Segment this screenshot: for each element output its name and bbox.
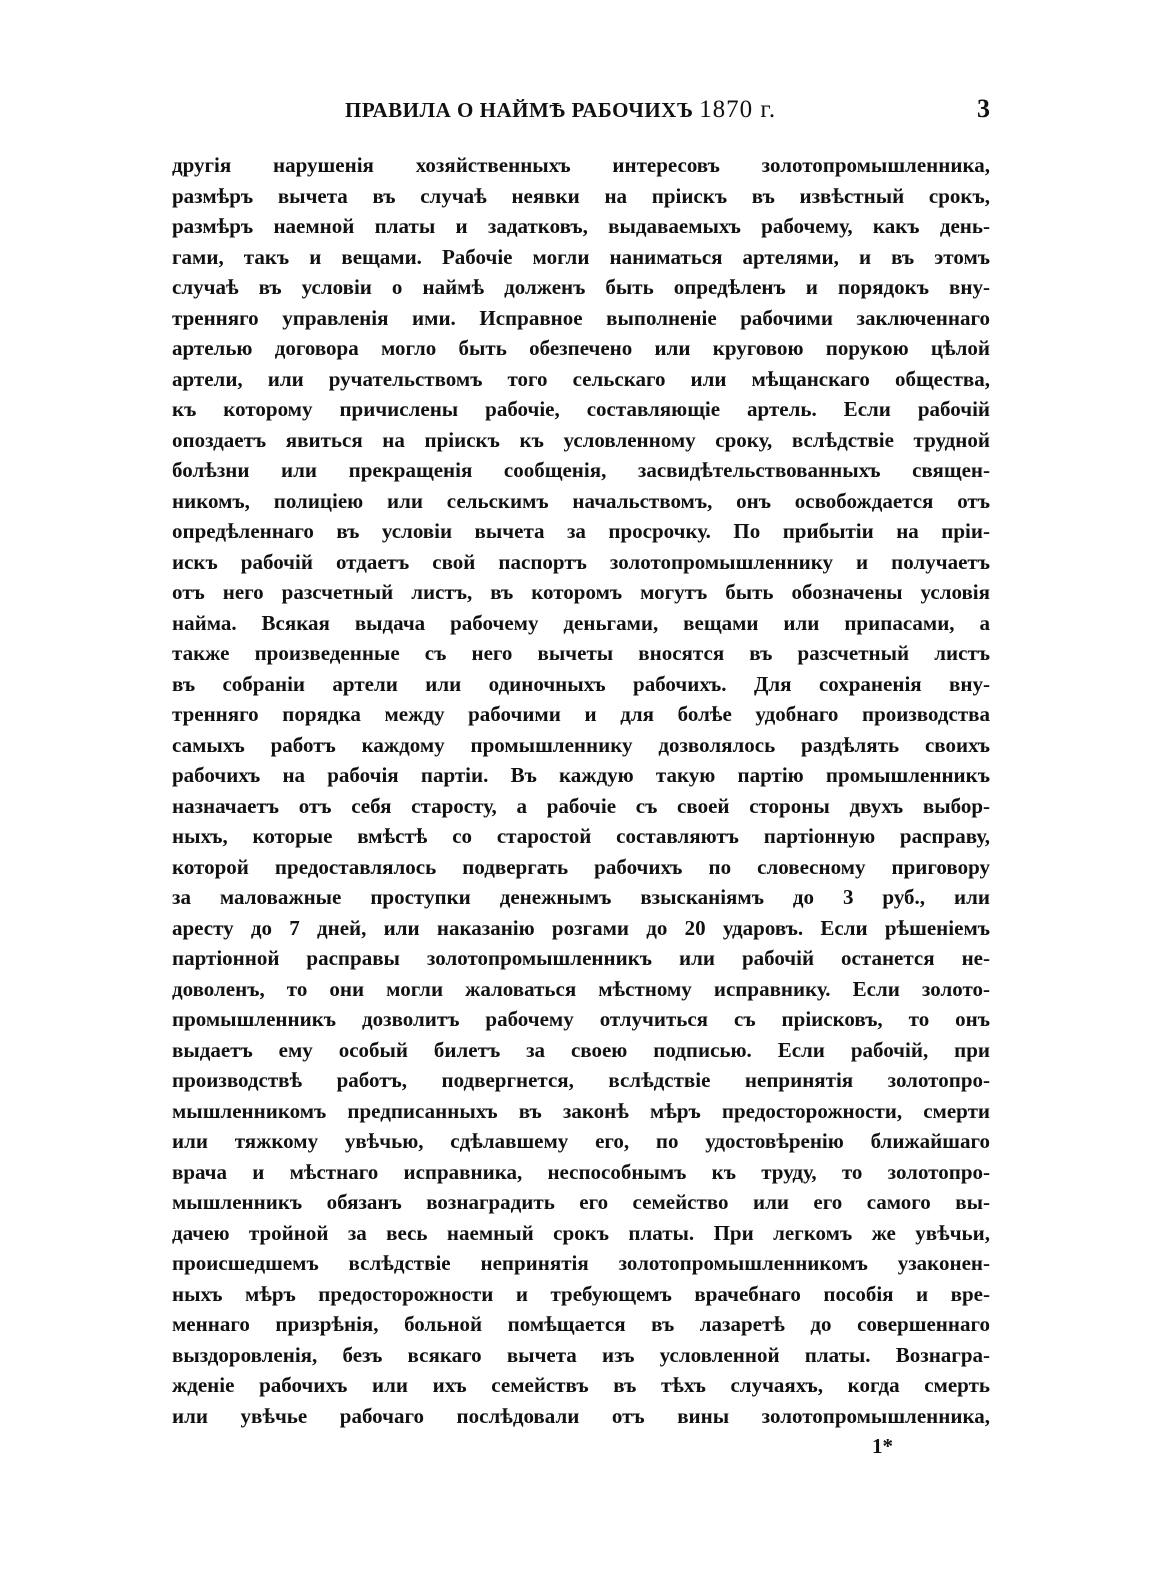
text-line: ныхъ мѣръ предосторожности и требующемъ врачебнаго пособія и вре- xyxy=(172,1281,990,1306)
text-line: жденіе рабочихъ или ихъ семействъ въ тѣхъ случаяхъ, когда смерть xyxy=(172,1373,990,1397)
running-head xyxy=(170,96,990,132)
text-line: партіонной расправы золотопромышленникъ или рабочій останется не- xyxy=(172,946,990,970)
text-line: тренняго управленія ими. Исправное выполненіе рабочими заключеннаго xyxy=(172,305,990,330)
text-line: ныхъ, которые вмѣстѣ со старостой составляютъ партіонную расправу, xyxy=(172,824,990,848)
running-title xyxy=(345,96,776,124)
text-line: опредѣленнаго въ условіи вычета за просрочку. По прибытіи на пріи- xyxy=(172,519,990,543)
text-line: выдаетъ ему особый билетъ за своею подписью. Если рабочій, при xyxy=(172,1037,990,1062)
text-line: мышленникомъ предписанныхъ въ законѣ мѣръ предосторожности, смерти xyxy=(172,1098,990,1123)
text-line: самыхъ работъ каждому промышленнику дозволялось раздѣлять своихъ xyxy=(172,732,990,757)
text-line: болѣзни или прекращенія сообщенія, засвидѣтельствованныхъ священ- xyxy=(172,458,990,482)
text-line: аресту до 7 дней, или наказанію розгами до 20 ударовъ. Если рѣшеніемъ xyxy=(172,915,990,940)
text-line: отъ него разсчетный листъ, въ которомъ могутъ быть обозначены условія xyxy=(172,580,990,604)
text-line: назначаетъ отъ себя старосту, а рабочіе съ своей стороны двухъ выбор- xyxy=(172,793,990,818)
text-line: опоздаетъ явиться на пріискъ къ условленному сроку, вслѣдствіе трудной xyxy=(172,427,990,452)
text-line: врача и мѣстнаго исправника, неспособнымъ къ труду, то золотопро- xyxy=(172,1159,990,1184)
body-text xyxy=(172,150,990,1431)
text-line: меннаго призрѣнія, больной помѣщается въ лазаретѣ до совершеннаго xyxy=(172,1312,990,1336)
text-line: промышленникъ дозволитъ рабочему отлучиться съ пріисковъ, то онъ xyxy=(172,1007,990,1031)
text-line: искъ рабочій отдаетъ свой паспортъ золотопромышленнику и получаетъ xyxy=(172,549,990,574)
text-line: или тяжкому увѣчью, сдѣлавшему его, по удостовѣренію ближайшаго xyxy=(172,1129,990,1153)
text-line: доволенъ, то они могли жаловаться мѣстному исправнику. Если золото- xyxy=(172,976,990,1001)
text-line: также произведенные съ него вычеты вносятся въ разсчетный листъ xyxy=(172,641,990,665)
text-line: которой предоставлялось подвергать рабочихъ по словесному приговору xyxy=(172,854,990,879)
text-line: никомъ, полиціею или сельскимъ начальствомъ, онъ освобождается отъ xyxy=(172,488,990,513)
text-line: артелью договора могло быть обезпечено или круговою порукою цѣлой xyxy=(172,336,990,360)
text-line: мышленникъ обязанъ вознаградить его семейство или его самого вы- xyxy=(172,1190,990,1214)
text-line: въ собраніи артели или одиночныхъ рабочихъ. Для сохраненія вну- xyxy=(172,671,990,696)
text-line: размѣръ вычета въ случаѣ неявки на пріискъ въ извѣстный срокъ, xyxy=(172,183,990,208)
signature-mark: 1* xyxy=(872,1434,893,1458)
text-line: за маловажные проступки денежнымъ взысканіямъ до 3 руб., или xyxy=(172,885,990,909)
text-line: выздоровленія, безъ всякаго вычета изъ условленной платы. Вознагра- xyxy=(172,1342,990,1367)
running-title-text: ПРАВИЛА О НАЙМѢ РАБОЧИХЪ xyxy=(345,98,694,122)
text-line: случаѣ въ условіи о наймѣ долженъ быть опредѣленъ и порядокъ вну- xyxy=(172,275,990,299)
text-line: гами, такъ и вещами. Рабочіе могли наниматься артелями, и въ этомъ xyxy=(172,244,990,269)
text-line: происшедшемъ вслѣдствіе непринятія золотопромышленникомъ узаконен- xyxy=(172,1251,990,1275)
text-line: или увѣчье рабочаго послѣдовали отъ вины золотопромышленника, xyxy=(172,1403,990,1428)
text-line: къ которому причислены рабочіе, составляющіе артель. Если рабочій xyxy=(172,397,990,421)
text-line: дачею тройной за весь наемный срокъ платы. При легкомъ же увѣчьи, xyxy=(172,1220,990,1245)
text-line: размѣръ наемной платы и задатковъ, выдаваемыхъ рабочему, какъ день- xyxy=(172,214,990,238)
text-line: другія нарушенія хозяйственныхъ интересовъ золотопромышленника, xyxy=(172,153,990,177)
running-title-year: 1870 г. xyxy=(699,96,777,123)
text-line: найма. Всякая выдача рабочему деньгами, вещами или припасами, а xyxy=(172,610,990,635)
text-line: тренняго порядка между рабочими и для болѣе удобнаго производства xyxy=(172,702,990,726)
text-line: производствѣ работъ, подвергнется, вслѣдствіе непринятія золотопро- xyxy=(172,1068,990,1092)
text-line: рабочихъ на рабочія партіи. Въ каждую такую партію промышленникъ xyxy=(172,763,990,787)
page-number: 3 xyxy=(977,94,990,123)
text-line: артели, или ручательствомъ того сельскаго или мѣщанскаго общества, xyxy=(172,366,990,391)
